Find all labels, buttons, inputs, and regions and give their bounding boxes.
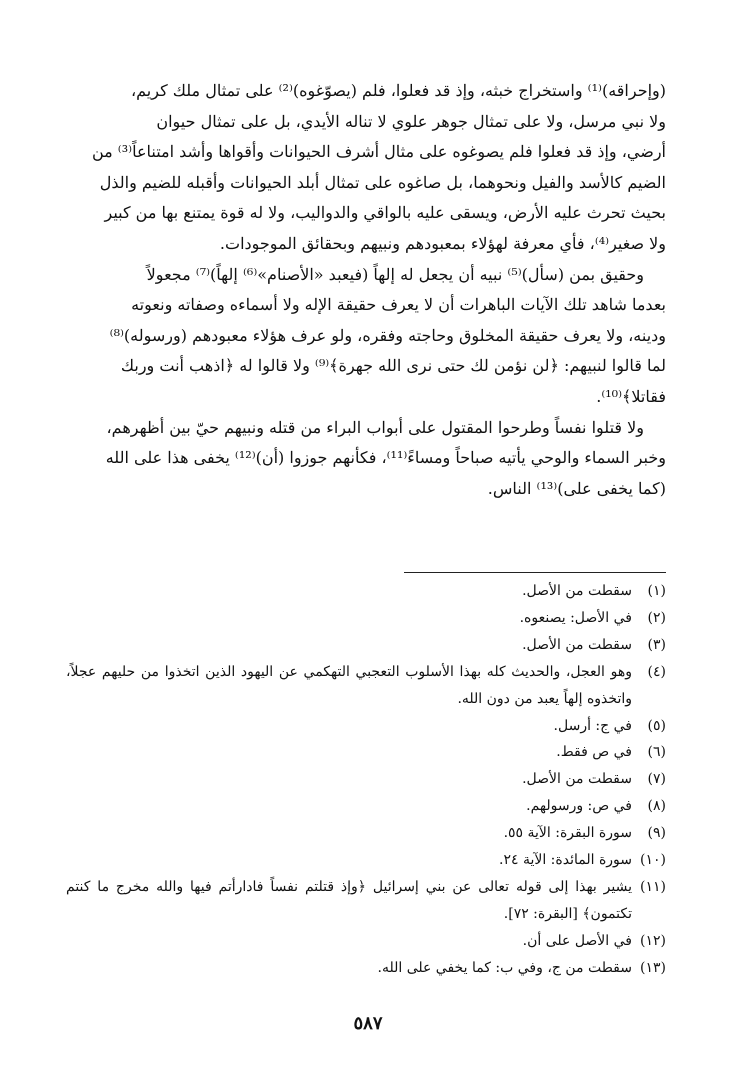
footnote-text: وهو العجل، والحديث كله بهذا الأسلوب التعجبي التهكمي عن اليهود الذين اتخذوا من حليهم عجلاً، واتخذوه إلهاً يعبد من دون الله.: [66, 663, 632, 707]
text-line: ولا قتلوا نفساً وطرحوا المقتول على أبواب البراء من قتله ونبيهم حيّ بين أظهرهم،: [106, 417, 644, 437]
paragraph-1: [66, 76, 666, 260]
footnote-number: (١٣): [640, 959, 666, 976]
footnotes-section: [66, 572, 666, 982]
footnote-number: (٨): [647, 798, 666, 815]
text-line: (كما يخفى على)⁽¹³⁾ الناس.: [487, 478, 666, 498]
footnote-item: [66, 578, 666, 605]
footnote-text: في الأصل: يصنعوه.: [519, 609, 632, 626]
footnote-text: سقطت من الأصل.: [522, 771, 632, 788]
paragraph-2: [66, 260, 666, 413]
text-line: بعدما شاهد تلك الآيات الباهرات أن لا يعرف حقيقة الإله ولا أسماءه وصفاته ونعوته: [131, 295, 666, 315]
footnote-item: [66, 793, 666, 820]
footnote-item: [66, 955, 666, 982]
text-line: الضيم كالأسد والفيل ونحوهما، بل صاغوه على تمثال أبلد الحيوانات وأقبله للضيم والذل: [99, 172, 666, 192]
footnote-item: [66, 632, 666, 659]
footnote-text: سورة المائدة: الآية ٢٤.: [499, 852, 632, 869]
footnote-number: (٥): [647, 717, 666, 734]
footnote-number: (١٠): [640, 852, 666, 869]
footnote-list: [66, 572, 666, 982]
text-line: وخبر السماء والوحي يأتيه صباحاً ومساءً⁽¹¹⁾، فكأنهم جوزوا (أن)⁽¹²⁾ يخفى هذا على الله: [105, 448, 666, 468]
paragraph-3: [66, 413, 666, 505]
footnote-item: [66, 874, 666, 928]
text-line: أرضي، وإذ قد فعلوا فلم يصوغوه على مثال أشرف الحيوانات وأقواها وأشد امتناعاً⁽³⁾ من: [91, 142, 666, 162]
text-line: بحيث تحرث عليه الأرض، ويسقى عليه بالواقي والدواليب، ولا له قوة يمتنع بها من كبير: [104, 203, 666, 223]
footnote-number: (١٢): [640, 932, 666, 949]
footnote-text: في ص: ورسولهم.: [526, 798, 632, 815]
footnote-number: (٩): [647, 825, 666, 842]
text-line: فقاتلا﴾⁽¹⁰⁾.: [596, 386, 666, 406]
footnote-item: [66, 713, 666, 740]
footnote-text: في ج: أرسل.: [553, 717, 632, 734]
footnote-item: [66, 820, 666, 847]
footnote-number: (٤): [647, 663, 666, 680]
text-line: لما قالوا لنبيهم: ﴿لن نؤمن لك حتى نرى الله جهرة﴾⁽⁹⁾ ولا قالوا له ﴿اذهب أنت وربك: [120, 356, 666, 376]
footnote-number: (٢): [647, 609, 666, 626]
text-line: ودينه، ولا يعرف حقيقة المخلوق وحاجته وفقره، ولو عرف هؤلاء معبودهم (ورسوله)⁽⁸⁾: [109, 325, 666, 345]
footnote-text: يشير بهذا إلى قوله تعالى عن بني إسرائيل ﴿وإذ قتلتم نفساً فادارأتم فيها والله مخرج ما كنتم تكتمون﴾ [البقرة: ٧٢].: [66, 878, 632, 922]
footnote-item: [66, 847, 666, 874]
footnote-number: (٣): [647, 636, 666, 653]
footnote-text: سورة البقرة: الآية ٥٥.: [503, 825, 632, 842]
footnote-number: (٦): [647, 744, 666, 761]
footnote-item: [66, 766, 666, 793]
page-number: ٥٨٧: [353, 1013, 383, 1034]
footnote-item: [66, 605, 666, 632]
footnote-text: في ص فقط.: [556, 744, 632, 761]
text-line: ولا صغير⁽⁴⁾، فأي معرفة لهؤلاء بمعبودهم ونبيهم وبحقائق الموجودات.: [219, 233, 666, 253]
footnote-text: في الأصل على أن.: [522, 932, 632, 949]
footnote-item: [66, 659, 666, 713]
footnote-text: سقطت من الأصل.: [522, 583, 632, 599]
text-line: وحقيق بمن (سأل)⁽⁵⁾ نبيه أن يجعل له إلهاً (فيعبد «الأصنام»⁽⁶⁾ إلهاً)⁽⁷⁾ مجعولاً: [146, 264, 644, 284]
main-text: [66, 76, 666, 504]
footnote-item: [66, 739, 666, 766]
text-line: ولا نبي مرسل، ولا على تمثال جوهر علوي لا تناله الأيدي، بل على تمثال حيوان: [156, 111, 666, 131]
footnote-text: سقطت من ج، وفي ب: كما يخفي على الله.: [377, 959, 632, 976]
footnote-number: (٧): [647, 771, 666, 788]
footnote-number: (١): [647, 583, 666, 599]
footnote-text: سقطت من الأصل.: [522, 636, 632, 653]
footnote-number: (١١): [640, 878, 666, 895]
footnote-item: [66, 928, 666, 955]
text-line: (وإحراقه)⁽¹⁾ واستخراج خبثه، وإذ قد فعلوا، فلم (يصوّغوه)⁽²⁾ على تمثال ملك كريم،: [130, 81, 666, 100]
footnote-divider: [404, 572, 666, 573]
